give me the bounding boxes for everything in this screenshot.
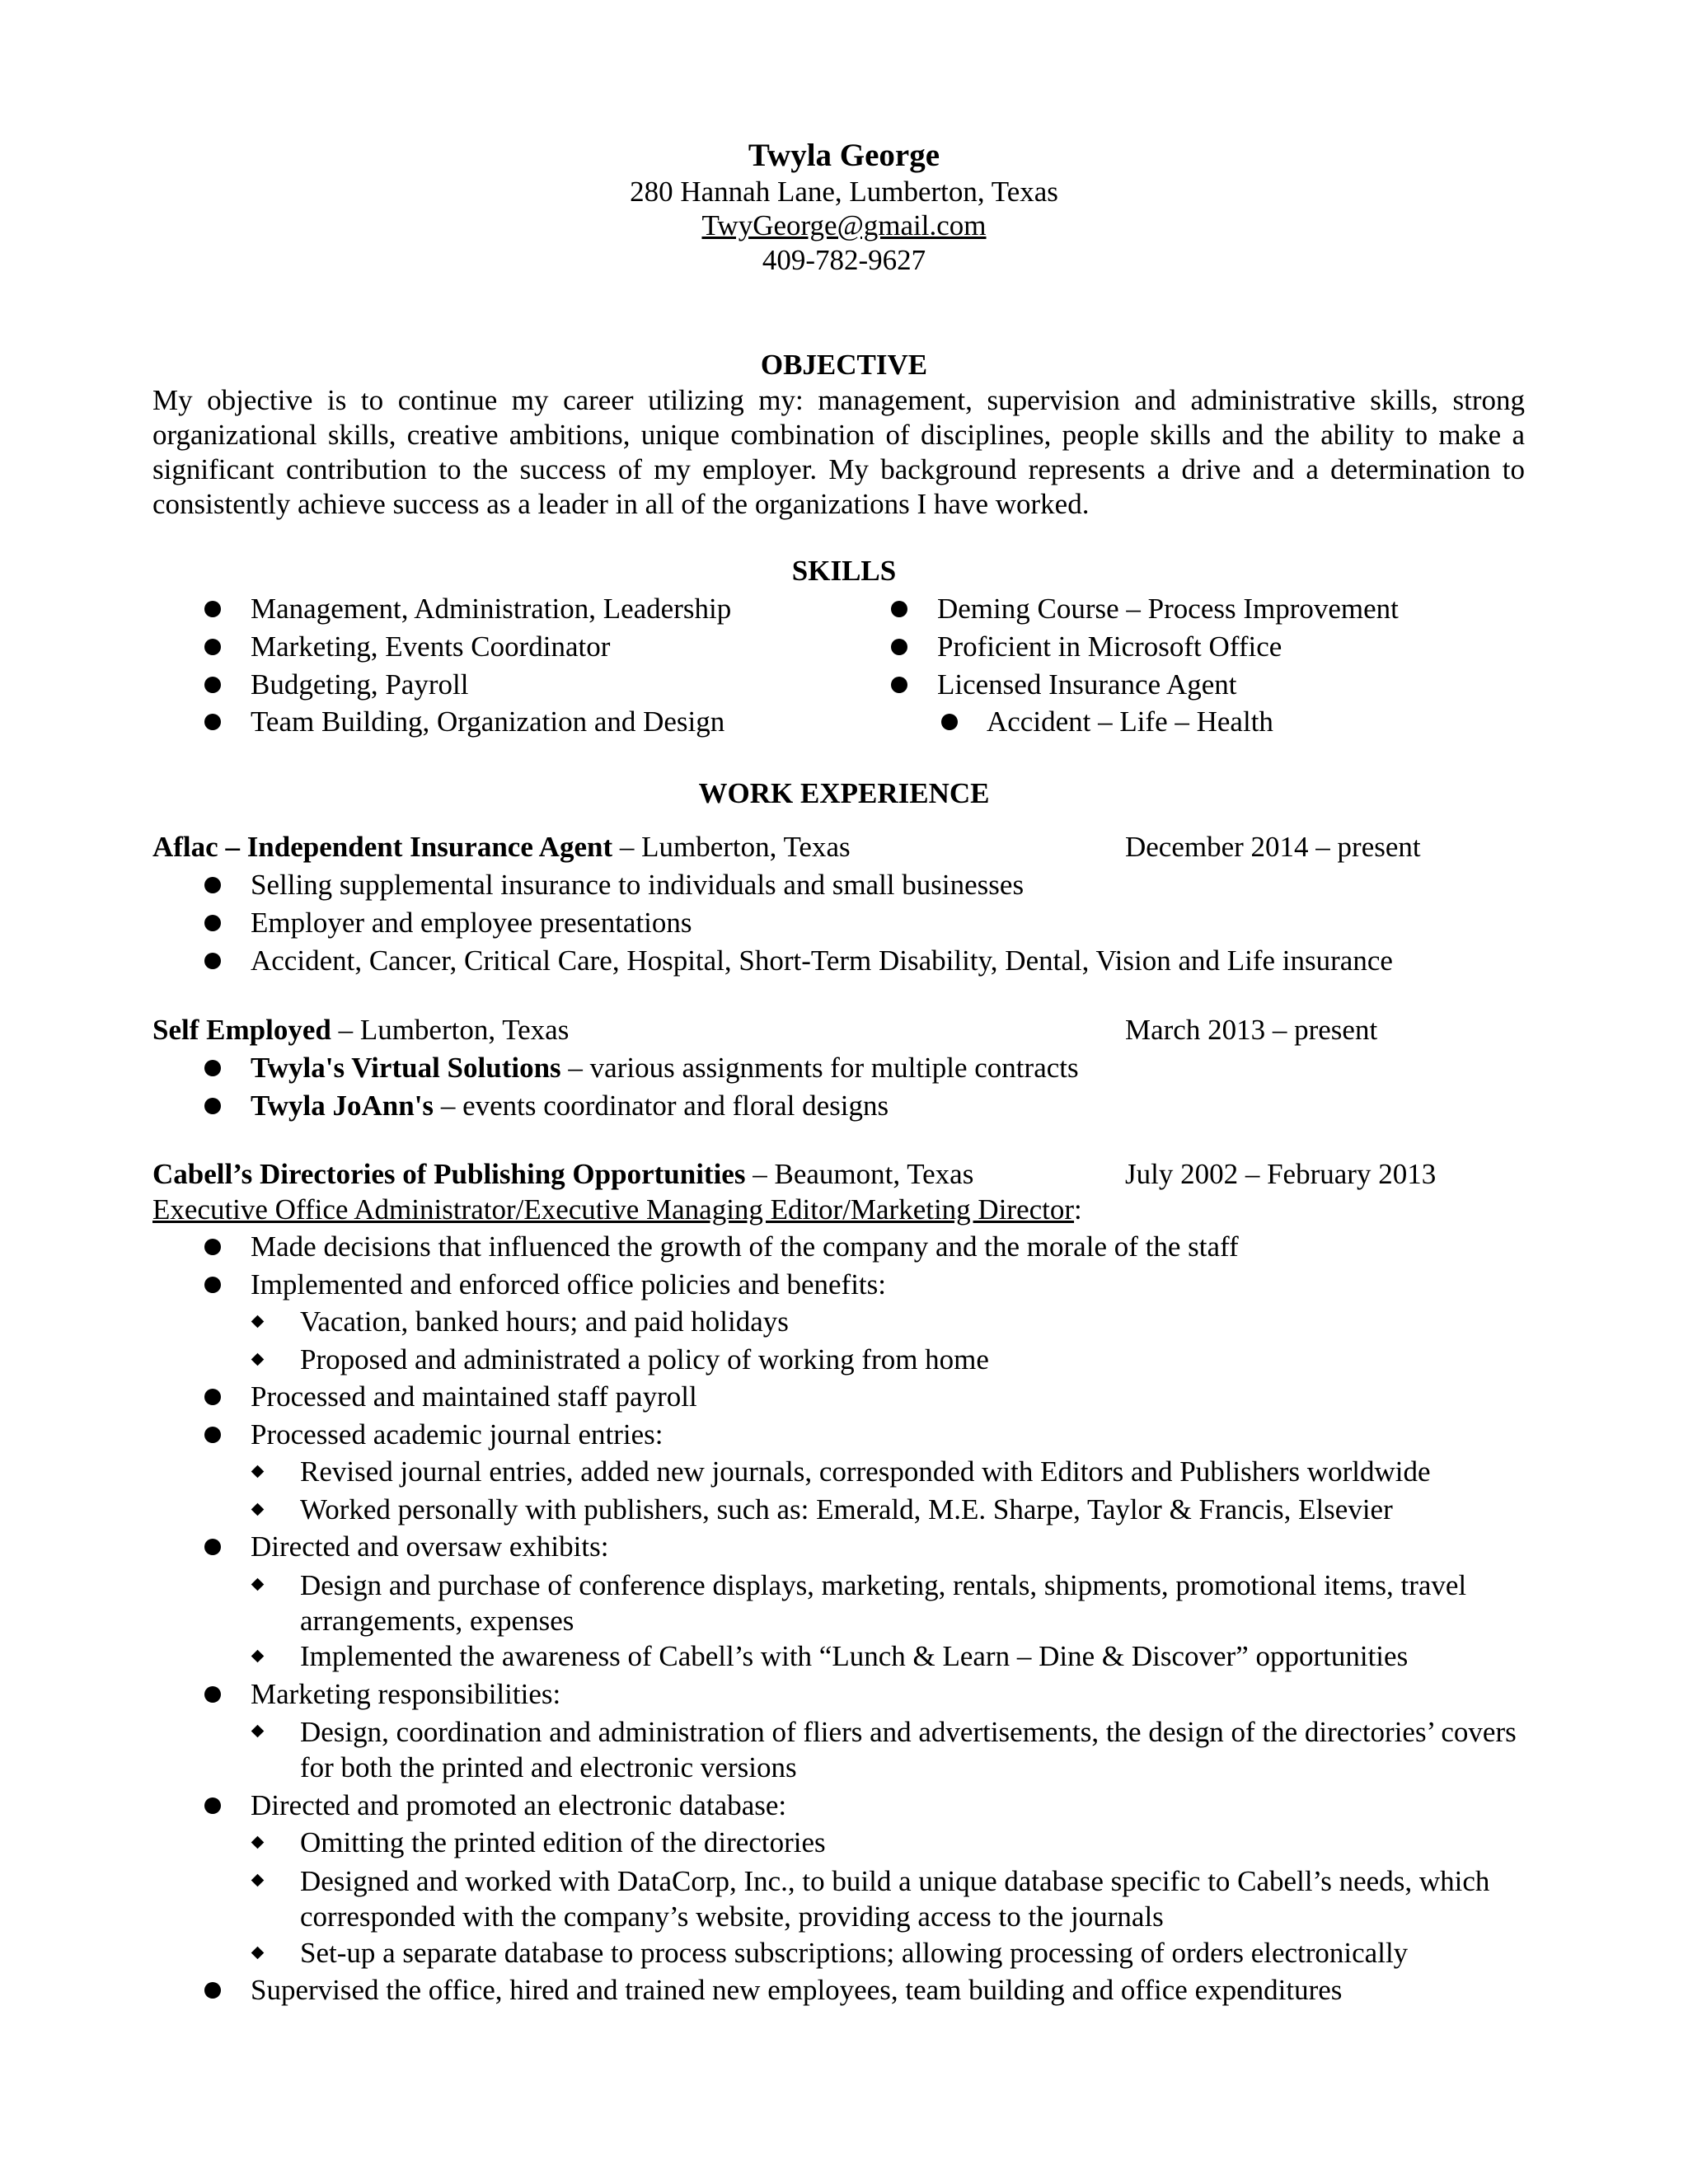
bullet-icon xyxy=(204,1239,221,1255)
cabells-bullet-7-sub-2: Designed and worked with DataCorp, Inc., to build a unique database specific to Cabell’s needs, which corresponded with the company’s website, providing access to the journals xyxy=(300,1865,1490,1933)
objective-heading: OBJECTIVE xyxy=(760,349,928,381)
cabells-bullet-7-sub-3: Set-up a separate database to process subscriptions; allowing processing of orders electronically xyxy=(300,1937,1409,1969)
job-cabells-line xyxy=(152,1157,973,1191)
aflac-bullet-2: Employer and employee presentations xyxy=(251,907,692,939)
diamond-bullet-icon xyxy=(251,1465,265,1479)
cabells-bullet-4-sub-1: Revised journal entries, added new journals, corresponded with Editors and Publishers worldwide xyxy=(300,1455,1431,1488)
bullet-icon xyxy=(204,1539,221,1555)
candidate-name: Twyla George xyxy=(748,138,940,173)
bullet-icon xyxy=(891,601,907,617)
skill-left-1: Management, Administration, Leadership xyxy=(251,593,732,625)
diamond-bullet-icon xyxy=(251,1725,265,1738)
self-bullet-2 xyxy=(251,1089,889,1122)
cabells-bullet-6: Marketing responsibilities: xyxy=(251,1678,561,1710)
bullet-icon xyxy=(204,1277,221,1293)
self-bullet-1-rest: – various assignments for multiple contracts xyxy=(560,1052,1079,1084)
objective-text: My objective is to continue my career utilizing my: management, supervision and administrative skills, strong organizational skills, creative ambitions, unique combination of disciplines, people skills and the ability to make a significant contribution to the success of my employer. My background represents a drive and a determination to consistently achieve success as a leader in all of the organizations I have worked. xyxy=(152,384,1525,520)
cabells-bullet-7-sub-1: Omitting the printed edition of the directories xyxy=(300,1826,826,1858)
email-link[interactable]: TwyGeorge@gmail.com xyxy=(701,209,987,241)
bullet-icon xyxy=(204,714,221,730)
skill-left-2: Marketing, Events Coordinator xyxy=(251,630,611,663)
bullet-icon xyxy=(204,1098,221,1114)
cabells-bullet-2: Implemented and enforced office policies and benefits: xyxy=(251,1268,886,1301)
skill-right-3: Licensed Insurance Agent xyxy=(937,668,1237,701)
skill-right-1: Deming Course – Process Improvement xyxy=(937,593,1399,625)
cabells-bullet-5-sub-2: Implemented the awareness of Cabell’s with “Lunch & Learn – Dine & Discover” opportunities xyxy=(300,1640,1409,1672)
aflac-bullet-3: Accident, Cancer, Critical Care, Hospital, Short-Term Disability, Dental, Vision and Life insurance xyxy=(251,944,1393,977)
self-bullet-2-rest: – events coordinator and floral designs xyxy=(434,1090,889,1122)
job-cabells-employer: Cabell’s Directories of Publishing Opportunities xyxy=(152,1158,746,1190)
cabells-bullet-2-sub-1: Vacation, banked hours; and paid holidays xyxy=(300,1305,789,1338)
job-cabells-title-colon: : xyxy=(1074,1193,1082,1226)
aflac-bullet-1: Selling supplemental insurance to individuals and small businesses xyxy=(251,869,1025,901)
skill-right-2: Proficient in Microsoft Office xyxy=(937,630,1282,663)
job-cabells-title: Executive Office Administrator/Executive Managing Editor/Marketing Director xyxy=(152,1193,1075,1226)
cabells-bullet-5: Directed and oversaw exhibits: xyxy=(251,1530,609,1563)
cabells-bullet-2-sub-2: Proposed and administrated a policy of working from home xyxy=(300,1343,989,1376)
bullet-icon xyxy=(204,1982,221,1999)
phone: 409-782-9627 xyxy=(762,244,926,276)
job-cabells-dates: July 2002 – February 2013 xyxy=(1125,1158,1437,1190)
bullet-icon xyxy=(204,601,221,617)
self-bullet-2-bold: Twyla JoAnn's xyxy=(251,1090,434,1122)
job-self-line xyxy=(152,1013,569,1047)
diamond-bullet-icon xyxy=(251,1503,265,1516)
diamond-bullet-icon xyxy=(251,1874,265,1887)
job-cabells-title-line xyxy=(152,1193,1082,1226)
self-bullet-1 xyxy=(251,1051,1079,1085)
job-self-employer: Self Employed xyxy=(152,1014,331,1046)
job-cabells-location: – Beaumont, Texas xyxy=(745,1158,974,1190)
cabells-bullet-6-sub-1: Design, coordination and administration of fliers and advertisements, the design of the directories’ covers for both the printed and electronic versions xyxy=(300,1716,1517,1783)
job-aflac-line xyxy=(152,830,851,864)
skill-right-sub: Accident – Life – Health xyxy=(987,705,1273,738)
cabells-bullet-5-sub-1: Design and purchase of conference displays, marketing, rentals, shipments, promotional items, travel arrangements, expenses xyxy=(300,1569,1467,1637)
work-heading: WORK EXPERIENCE xyxy=(698,777,990,809)
cabells-bullet-7: Directed and promoted an electronic database: xyxy=(251,1789,787,1821)
bullet-icon xyxy=(204,677,221,693)
skill-left-3: Budgeting, Payroll xyxy=(251,668,469,701)
bullet-icon xyxy=(204,1389,221,1405)
diamond-bullet-icon xyxy=(251,1353,265,1366)
cabells-bullet-1: Made decisions that influenced the growth of the company and the morale of the staff xyxy=(251,1230,1239,1263)
bullet-icon xyxy=(204,1060,221,1076)
diamond-bullet-icon xyxy=(251,1836,265,1849)
address: 280 Hannah Lane, Lumberton, Texas xyxy=(630,176,1058,208)
diamond-bullet-icon xyxy=(251,1315,265,1329)
cabells-bullet-3: Processed and maintained staff payroll xyxy=(251,1380,697,1413)
job-self-location: – Lumberton, Texas xyxy=(331,1014,570,1046)
bullet-icon xyxy=(891,639,907,655)
job-aflac-dates: December 2014 – present xyxy=(1125,831,1421,863)
email-wrap xyxy=(0,209,1688,242)
bullet-icon xyxy=(204,639,221,655)
bullet-icon xyxy=(891,677,907,693)
skills-heading: SKILLS xyxy=(791,555,897,587)
job-aflac-location: – Lumberton, Texas xyxy=(612,831,851,863)
skill-left-4: Team Building, Organization and Design xyxy=(251,705,725,738)
bullet-icon xyxy=(204,915,221,931)
job-self-dates: March 2013 – present xyxy=(1125,1014,1378,1046)
bullet-icon xyxy=(941,714,958,730)
diamond-bullet-icon xyxy=(251,1578,265,1591)
bullet-icon xyxy=(204,953,221,969)
self-bullet-1-bold: Twyla's Virtual Solutions xyxy=(251,1052,561,1084)
cabells-bullet-4-sub-2: Worked personally with publishers, such as: Emerald, M.E. Sharpe, Taylor & Francis, Elsevier xyxy=(300,1493,1393,1526)
bullet-icon xyxy=(204,1427,221,1443)
bullet-icon xyxy=(204,877,221,893)
bullet-icon xyxy=(204,1797,221,1814)
cabells-bullet-4: Processed academic journal entries: xyxy=(251,1418,663,1451)
cabells-bullet-8: Supervised the office, hired and trained new employees, team building and office expenditures xyxy=(251,1974,1343,2006)
bullet-icon xyxy=(204,1686,221,1703)
diamond-bullet-icon xyxy=(251,1650,265,1663)
job-aflac-employer: Aflac – Independent Insurance Agent xyxy=(152,831,613,863)
diamond-bullet-icon xyxy=(251,1947,265,1960)
